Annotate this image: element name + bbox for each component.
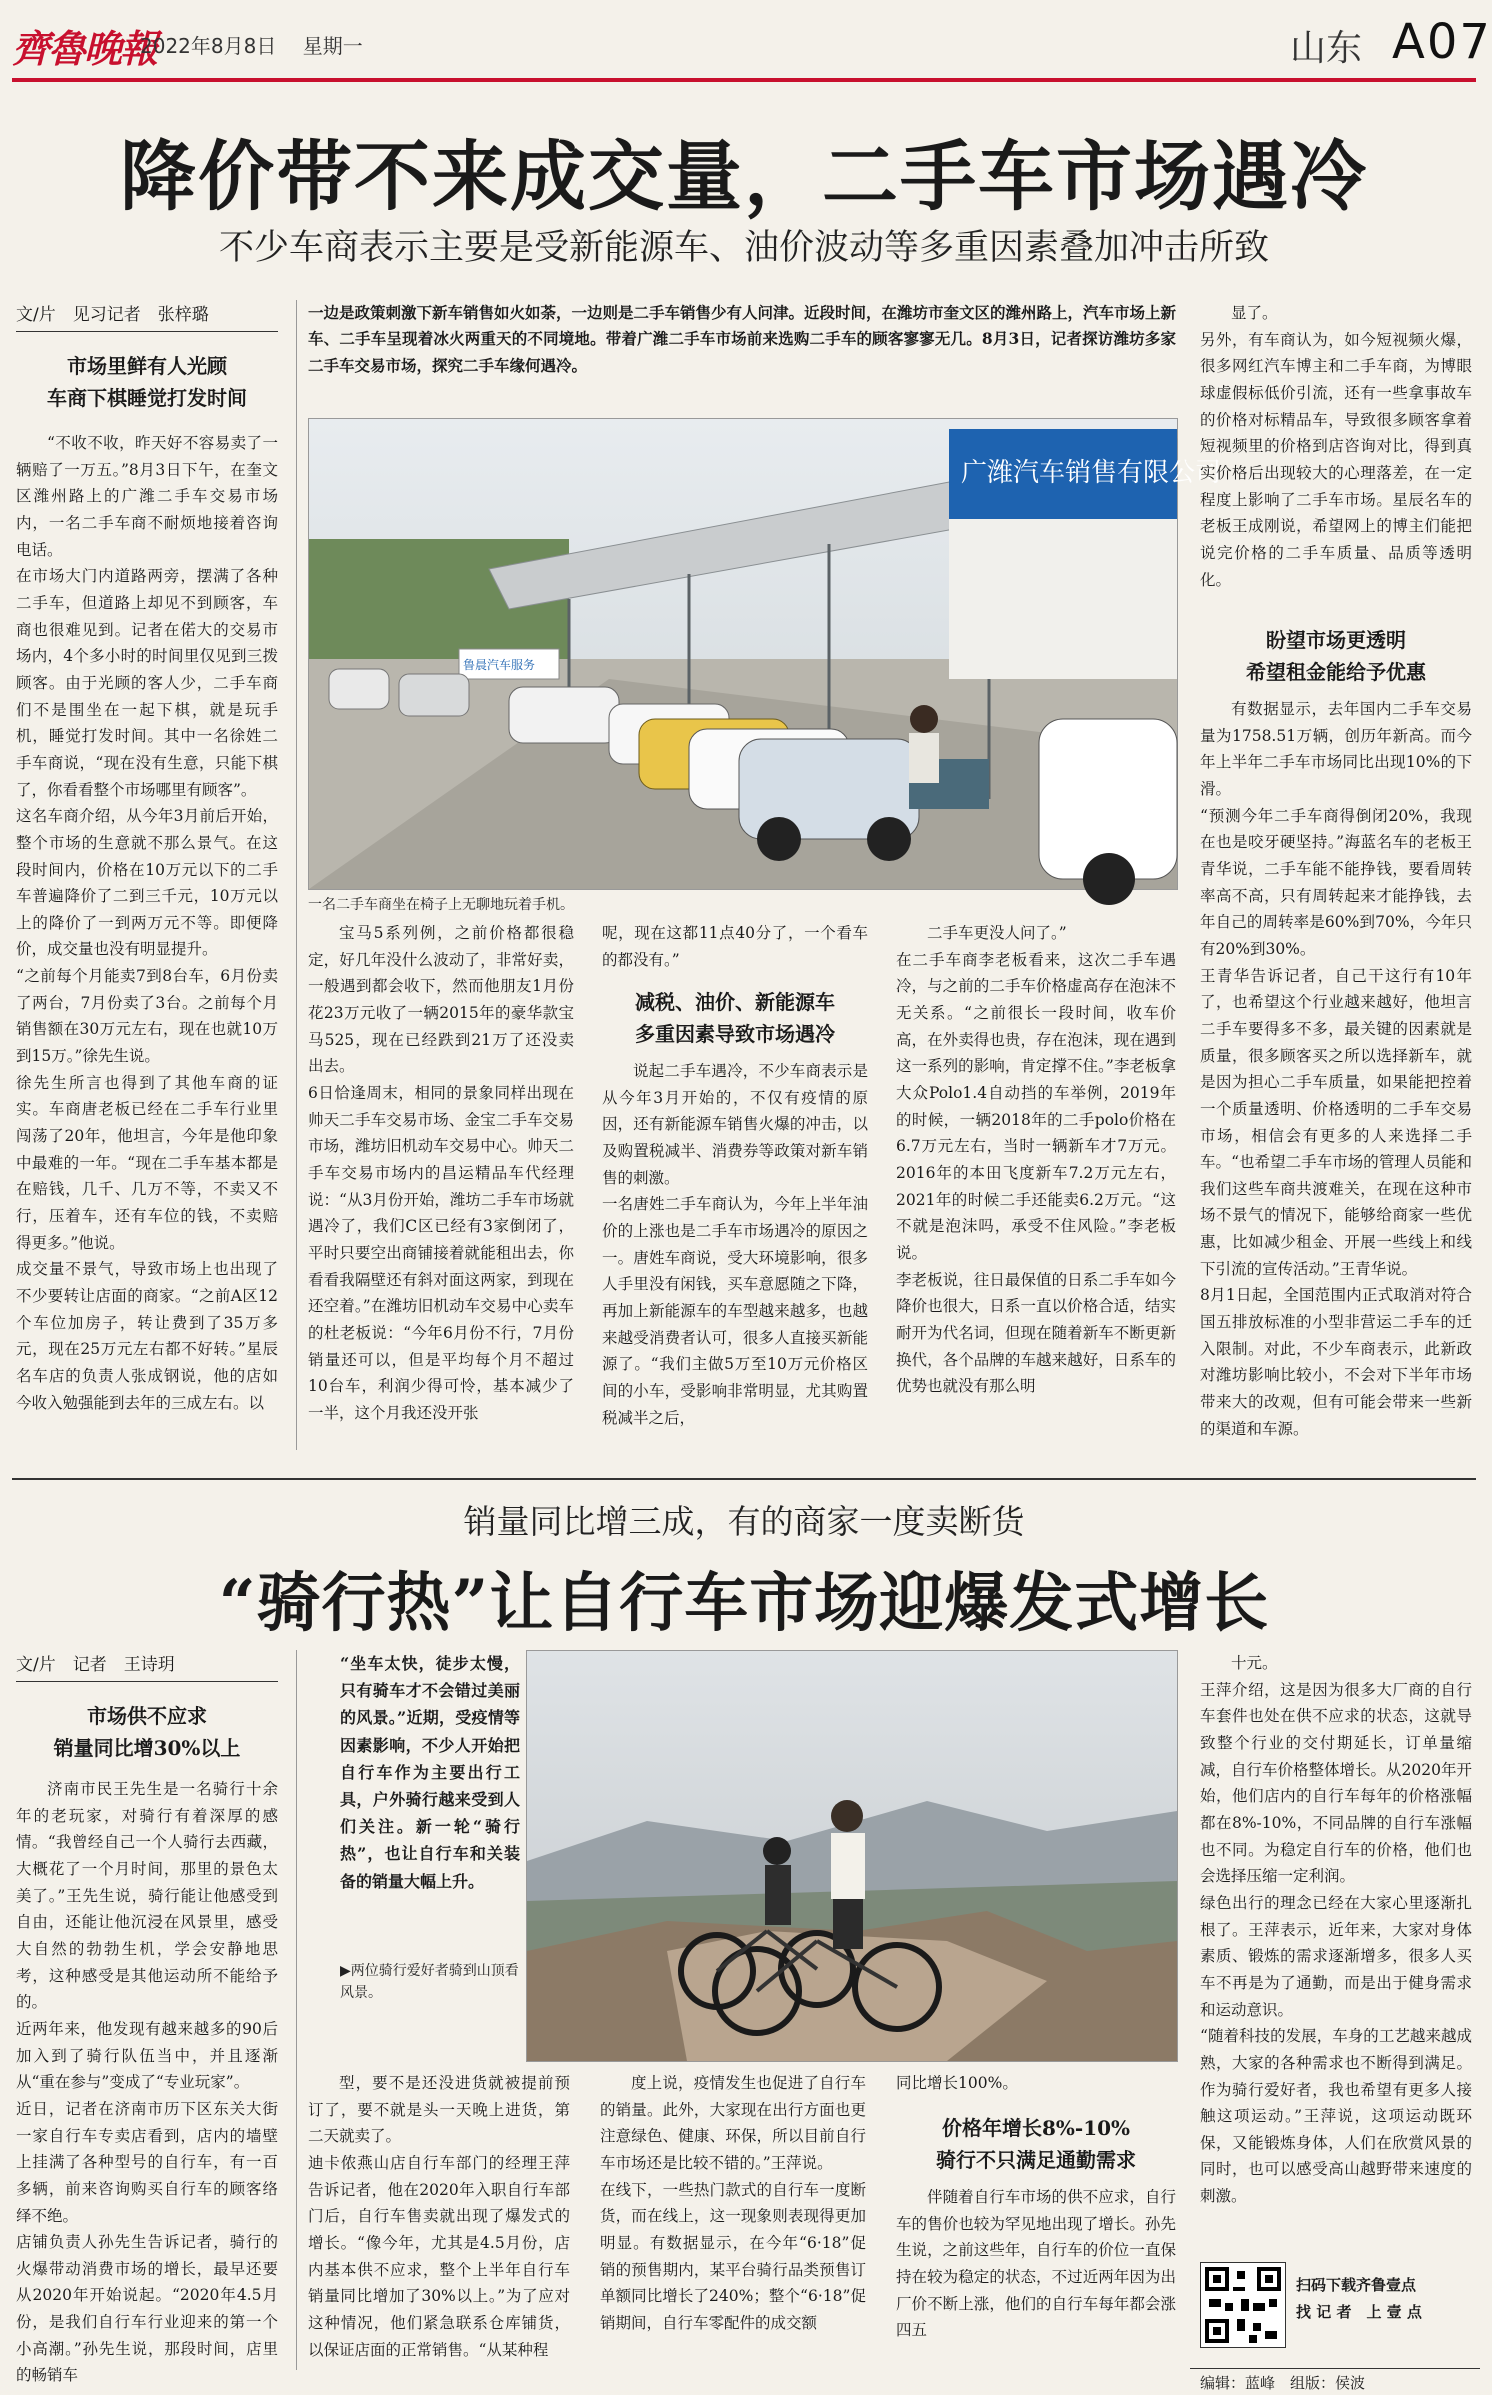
subhead-line: 多重因素导致市场遇冷	[635, 1022, 835, 1046]
subhead-line: 销量同比增30%以上	[53, 1736, 241, 1760]
subhead-line: 盼望市场更透明	[1266, 628, 1406, 652]
column-rule	[296, 300, 297, 1450]
issue-date: 2022年8月8日	[140, 34, 277, 58]
page-number: A07	[1392, 14, 1492, 70]
story2-column-3: 度上说，疫情发生也促进了自行车的销量。此外，大家现在出行方面也更注意绿色、健康、环保，所以目前自行车市场还是比较不错的。”王萍说。 在线下，一些热门款式的自行车一度断货，而在线上，这一现象则表现得更加明显。有数据显示，在今年“6·18”促销的预售期内，某平台骑行品类预售订单额同比增长了240%；整个“6·18”促销期间，自行车零配件的成交额	[600, 2074, 866, 2332]
cyclists-illustration	[527, 1651, 1177, 2061]
subhead-line: 希望租金能给予优惠	[1246, 660, 1426, 684]
story1-column-3b: 说起二手车遇冷，不少车商表示是从今年3月开始的，不仅有疫情的原因，还有新能源车销售火爆的冲击，以及购置税减半、消费券等政策对新车销售的刺激。 一名唐姓二手车商认为，今年上半年油价的上涨也是二手车市场遇冷的原因之一。唐姓车商说，受大环境影响，很多人手里没有闲钱，买车意愿随之下降，再加上新能源车的车型越来越多，也越来越受消费者认可，很多人直接买新能源了。“我们主做5万至10万元价格区间的小车，受影响非常明显，尤其购置税减半之后，	[602, 1062, 868, 1427]
newspaper-logo: 齊魯晚報	[12, 26, 157, 71]
story1-column-5b: 有数据显示，去年国内二手车交易量为1758.51万辆，创历年新高。而今年上半年二手车市场同比出现10%的下滑。 “预测今年二手车商得倒闭20%，我现在也是咬牙硬坚持。”海蓝名车的老板王青华说，二手车能不能挣钱，要看周转率高不高，只有周转起来才能挣钱，去年自己的周转率是60%到70%，今年只有20%到30%。 王青华告诉记者，自己干这行有10年了，也希望这个行业越来越好，他坦言二手车要得多不多，最关键的因素就是质量，很多顾客买之所以选择新车，就是因为担心二手车质量，如果能把控着一个质量透明、价格透明的二手车交易市场，相信会有更多的人来选择二手车。“也希望二手车市场的管理人员能和我们这些车商共渡难关，在现在这种市场不景气的情况下，能够给商家一些优惠，比如减少租金、开展一些线上和线下引流的宣传活动。”王青华说。 8月1日起，全国范围内正式取消对符合国五排放标准的小型非营运二手车的迁入限制。对此，不少车商表示，此新政对潍坊影响比较小，不会对下半年市场带来大的改观，但有可能会带来一些新的渠道和车源。	[1200, 700, 1472, 1438]
story2-column-4a: 同比增长100%。	[896, 2074, 1018, 2092]
story1-column-1: “不收不收，昨天好不容易卖了一辆赔了一万五。”8月3日下午，在奎文区潍州路上的广潍二手车交易市场内，一名二手车商不耐烦地接着咨询电话。 在市场大门内道路两旁，摆满了各种二手车，但道路上却见不到顾客，车商也很难见到。记者在偌大的交易市场内，4个多小时的时间里仅见到三拨顾客。由于光顾的客人少，二手车商们不是围坐在一起下棋，就是玩手机，睡觉打发时间。其中一名徐姓二手车商说，“现在没有生意，只能下棋了，你看看整个市场哪里有顾客”。 这名车商介绍，从今年3月前后开始，整个市场的生意就不那么景气。在这段时间内，价格在10万元以下的二手车普遍降价了二到三千元，10万元以上的降价了一到两万元不等。即便降价，成交量也没有明显提升。 “之前每个月能卖7到8台车，6月份卖了两台，7月份卖了3台。之前每个月销售额在30万元左右，现在也就10万到15万。”徐先生说。 徐先生所言也得到了其他车商的证实。车商唐老板已经在二手车行业里闯荡了20年，他坦言，今年是他印象中最难的一年。“现在二手车基本都是在赔钱，几千、几万不等，不卖又不行，压着车，还有车位的钱，不卖赔得更多。”他说。 成交量不景气，导致市场上也出现了不少要转让店面的商家。“之前A区12个车位加房子，转让费到了35万多元，现在25万元左右都不好转。”星辰名车店的负责人张成钢说，他的店如今收入勉强能到去年的三成左右。以	[16, 434, 278, 1412]
issue-weekday: 星期一	[302, 34, 363, 58]
column-rule	[296, 1650, 297, 2370]
story2-column-2: 型，要不是还没进货就被提前预订了，要不就是头一天晚上进货，第二天就卖了。 迪卡侬燕山店自行车部门的经理王萍告诉记者，他在2020年入职自行车部门后，自行车售卖就出现了爆发式的增长。“像今年，尤其是4.5月份，店内基本供不应求，整个上半年自行车销量同比增加了30%以上。”为了应对这种情况，他们紧急联系仓库铺货，以保证店面的正常销售。“从某种程	[308, 2074, 570, 2359]
subhead-line: 减税、油价、新能源车	[635, 990, 835, 1014]
story2-subhead-2	[896, 2112, 1176, 2176]
subhead-line: 价格年增长8%-10%	[941, 2116, 1131, 2140]
story2-column-5: 十元。 王萍介绍，这是因为很多大厂商的自行车套件也处在供不应求的状态，这就导致整个行业的交付期延长，订单量缩减，自行车价格整体增长。从2020年开始，他们店内的自行车每年的价格涨幅都在8%-10%，不同品牌的自行车涨幅也不同。为稳定自行车的价格，他们也会选择压缩一定利润。 绿色出行的理念已经在大家心里逐渐扎根了。王萍表示，近年来，大家对身体素质、锻炼的需求逐渐增多，很多人买车不再是为了通勤，而是出于健身需求和运动意识。 “随着科技的发展，车身的工艺越来越成熟，大家的各种需求也不断得到满足。作为骑行爱好者，我也希望有更多人接触这项运动。”王萍说，这项运动既环保，又能锻炼身体，人们在欣赏风景的同时，也可以感受高山越野带来速度的刺激。	[1200, 1654, 1472, 2206]
section-region: 山东	[1290, 28, 1363, 69]
story1-headline: 降价带不来成交量，二手车市场遇冷	[120, 132, 1368, 221]
story1-subhead-3	[1200, 624, 1472, 688]
qr-code-icon	[1201, 2263, 1285, 2347]
story1-column-5a: 显了。 另外，有车商认为，如今短视频火爆，很多网红汽车博主和二手车商，为博眼球虚假标低价引流，还有一些拿事故车的价格对标精品车，导致很多顾客拿着短视频里的价格到店咨询对比，得到真实价格后出现较大的心理落差，在一定程度上影响了二手车市场。星辰名车的老板王成刚说，希望网上的博主们能把说完价格的二手车质量、品质等透明化。	[1200, 304, 1472, 589]
story1-lead: 一边是政策刺激下新车销售如火如荼，一边则是二手车销售少有人问津。近段时间，在潍坊市奎文区的潍州路上，汽车市场上新车、二手车呈现着冰火两重天的不同境地。带着广潍二手车市场前来选购二手车的顾客寥寥无几。8月3日，记者探访潍坊多家二手车交易市场，探究二手车缘何遇冷。	[308, 303, 1177, 375]
story2-byline: 文/片 记者 王诗玥	[16, 1650, 278, 1682]
story1-column-4: 二手车更没人问了。” 在二手车商李老板看来，这次二手车遇冷，与之前的二手车价格虚高存在泡沫不无关系。“之前很长一段时间，收车价高，在外卖得也贵，存在泡沫，现在遇到这一系列的影响，肯定撑不住。”李老板拿大众Polo1.4自动挡的车举例，2019年的时候，一辆2018年的二手polo价格在6.7万元左右，当时一辆新车才7万元。2016年的本田飞度新车7.2万元左右，2021年的时候二手还能卖6.2万元。“这不就是泡沫吗，承受不住风险。”李老板说。 李老板说，往日最保值的日系二手车如今降价也很大，日系一直以价格合适，结实耐开为代名词，但现在随着新车不断更新换代，各个品牌的车越来越好，日系车的优势也就没有那么明	[896, 924, 1176, 1396]
story2-photo-caption: ▶两位骑行爱好者骑到山顶看风景。	[340, 1963, 519, 2002]
story1-byline: 文/片 见习记者 张梓璐	[16, 300, 278, 332]
story2-subhead-1	[16, 1700, 278, 1764]
subhead-line: 市场里鲜有人光顾	[67, 354, 227, 378]
story2-headline: “骑行热”让自行车市场迎爆发式增长	[218, 1566, 1270, 1641]
story1-photo-caption: 一名二手车商坐在椅子上无聊地玩着手机。	[308, 897, 574, 913]
cyclists-photo	[526, 1650, 1178, 2062]
story1-column-2: 宝马5系列例，之前价格都很稳定，好几年没什么波动了，非常好卖，一般遇到都会收下，然而他朋友1月份花23万元收了一辆2015年的豪华款宝马525，现在已经跌到21万了还没卖出去。 6日恰逢周末，相同的景象同样出现在帅天二手车交易市场、金宝二手车交易市场，潍坊旧机动车交易中心。帅天二手车交易市场内的昌运精品车代经理说：“从3月份开始，潍坊二手车市场就遇冷了，我们C区已经有3家倒闭了，平时只要空出商铺接着就能租出去，你看看我隔壁还有斜对面这两家，到现在还空着。”在潍坊旧机动车交易中心卖车的杜老板说：“今年6月份不行，7月份销量还可以，但是平均每个月不超过10台车，利润少得可怜，基本减少了一半，这个月我还没开张	[308, 924, 574, 1422]
section-divider	[12, 1478, 1476, 1480]
used-car-market-illustration	[309, 419, 1222, 889]
qr-code[interactable]	[1200, 2262, 1286, 2348]
story1-subhead-2	[602, 986, 868, 1050]
story1-subheadline: 不少车商表示主要是受新能源车、油价波动等多重因素叠加冲击所致	[218, 228, 1269, 268]
qr-promo-line: 扫码下载齐鲁壹点	[1296, 2276, 1417, 2294]
story1-subhead-1	[16, 350, 278, 414]
footer-rule	[1190, 2368, 1480, 2369]
editor-credit: 编辑：蓝峰 组版：侯波	[1200, 2374, 1366, 2392]
shop-sign-text: 广潍汽车销售有限公司	[961, 458, 1222, 488]
story1-column-3a: 呢，现在这都11点40分了，一个看车的都没有。”	[602, 924, 868, 969]
subhead-line: 骑行不只满足通勤需求	[936, 2148, 1136, 2172]
story2-column-4b: 伴随着自行车市场的供不应求，自行车的售价也较为罕见地出现了增长。孙先生说，之前这些年，自行车的价位一直保持在较为稳定的状态，不过近两年因为出厂价不断上涨，他们的自行车每年都会涨四五	[896, 2188, 1176, 2340]
qr-promo-line: 找 记 者 上 壹 点	[1296, 2303, 1422, 2321]
subhead-line: 市场供不应求	[87, 1704, 207, 1728]
story2-pullquote: “坐车太快，徒步太慢，只有骑车才不会错过美丽的风景。”近期，受疫情等因素影响，不少人开始把自行车作为主要出行工具，户外骑行越来受到人们关注。新一轮“骑行热”，也让自行车和关装备的销量大幅上升。	[340, 1654, 520, 1891]
dateline	[140, 30, 363, 59]
story2-column-1: 济南市民王先生是一名骑行十余年的老玩家，对骑行有着深厚的感情。“我曾经自己一个人骑行去西藏，大概花了一个月时间，那里的景色太美了。”王先生说，骑行能让他感受到自由，还能让他沉浸在风景里，感受大自然的勃勃生机，学会安静地思考，这种感受是其他运动所不能给予的。 近两年来，他发现有越来越多的90后加入到了骑行队伍当中，并且逐渐从“重在参与”变成了“专业玩家”。 近日，记者在济南市历下区东关大街一家自行车专卖店看到，店内的墙壁上挂满了各种型号的自行车，有一百多辆，前来咨询购买自行车的顾客络绎不绝。 店铺负责人孙先生告诉记者，骑行的火爆带动消费市场的增长，最早还要从2020年开始说起。“2020年4.5月份，是我们自行车行业迎来的第一个小高潮。”孙先生说，那段时间，店里的畅销车	[16, 1780, 278, 2385]
subhead-line: 车商下棋睡觉打发时间	[47, 386, 247, 410]
used-car-market-photo	[308, 418, 1222, 890]
office-sign-text: 鲁晨汽车服务	[463, 658, 536, 672]
qr-promo	[1296, 2272, 1476, 2326]
masthead-rule	[12, 78, 1476, 82]
story2-kicker: 销量同比增三成，有的商家一度卖断货	[463, 1502, 1025, 1541]
